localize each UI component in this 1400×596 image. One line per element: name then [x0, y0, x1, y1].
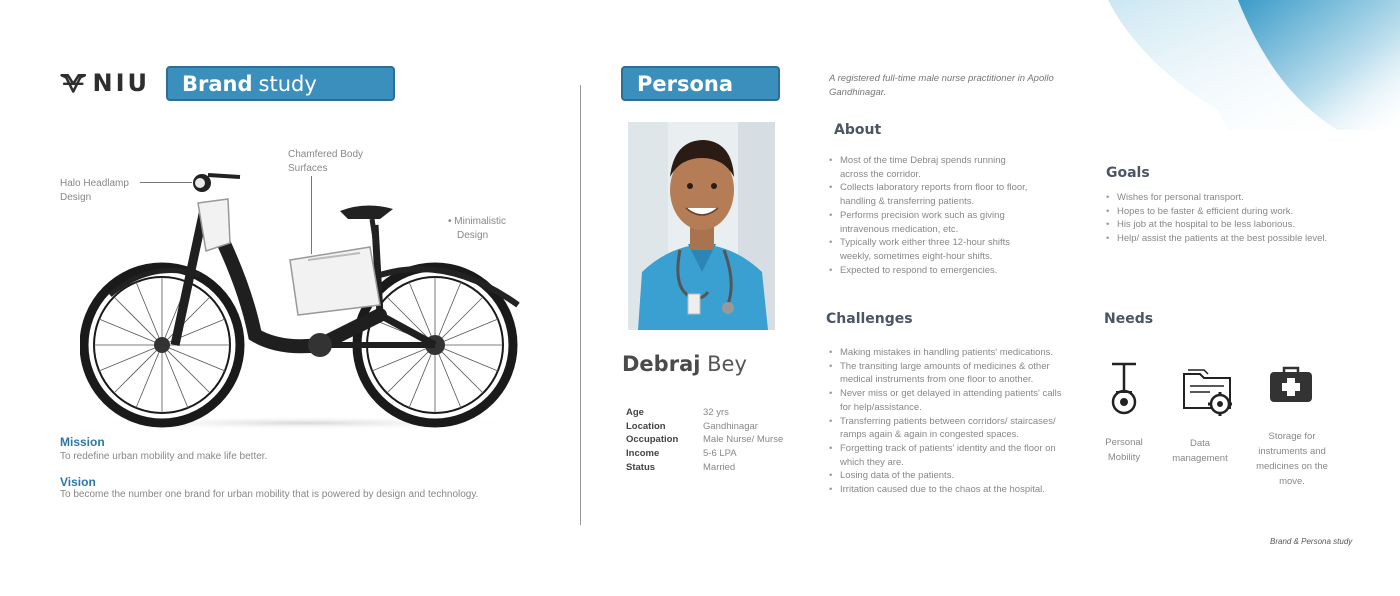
fact-row	[626, 461, 783, 475]
challenges-list	[829, 346, 1069, 497]
challenges-title: Challenges	[826, 311, 913, 327]
fact-key: Age	[626, 407, 644, 418]
persona-banner: Persona	[621, 66, 780, 101]
list-item: • Irritation caused due to the chaos at the hospital.	[829, 483, 1069, 497]
callout-body-line1: Chamfered Body	[288, 149, 364, 160]
fact-key: Status	[626, 461, 656, 473]
brand-banner-bold: Brand	[182, 71, 253, 96]
fact-value: Gandhinagar	[703, 420, 758, 432]
fact-value: 32 yrs	[703, 407, 729, 418]
list-item: • Making mistakes in handling patients' medications.	[829, 346, 1069, 360]
need-label-data: Data management	[1172, 438, 1228, 464]
persona-last-name: Bey	[707, 352, 747, 376]
persona-intro: A registered full-time male nurse practitioner in Apollo Gandhinagar.	[829, 73, 1054, 98]
callout-headlamp-line1: Halo Headlamp	[60, 178, 129, 189]
callout-design-line2: Design	[457, 230, 489, 241]
fact-row	[626, 433, 783, 447]
niu-logo-icon	[60, 70, 86, 96]
brand-banner-rest: study	[258, 71, 317, 96]
callout-headlamp-line2: Design	[60, 192, 92, 203]
list-item: • Most of the time Debraj spends running across the corridor.	[829, 154, 1029, 181]
persona-first-name: Debraj	[622, 352, 701, 376]
fact-value: Male Nurse/ Murse	[703, 434, 784, 446]
callout-design-line1: • Minimalistic	[448, 216, 506, 227]
needs-title: Needs	[1104, 311, 1154, 327]
need-label-mobility: Personal Mobility	[1105, 437, 1143, 463]
list-item: • Transferring patients between corridors/ staircases/ ramps again & again in congested spaces.	[829, 415, 1069, 442]
list-item: • Expected to respond to emergencies.	[829, 264, 1029, 278]
personal-mobility-icon	[1108, 360, 1140, 418]
footer-caption: Brand & Persona study	[1270, 537, 1353, 546]
persona-name	[622, 352, 747, 376]
list-item: • Typically work either three 12-hour shifts weekly, sometimes eight-hour shifts.	[829, 236, 1029, 263]
fact-key: Income	[626, 448, 660, 460]
fact-row	[626, 406, 783, 420]
goals-title: Goals	[1106, 165, 1150, 181]
list-item: • Collects laboratory reports from floor to floor, handling & transferring patients.	[829, 181, 1029, 208]
about-list	[829, 154, 1029, 277]
list-item: • Performs precision work such as giving intravenous medication, etc.	[829, 209, 1029, 236]
fact-row	[626, 447, 783, 461]
about-title: About	[834, 122, 882, 138]
vision-title: Vision	[60, 475, 96, 489]
medical-kit-icon	[1268, 366, 1314, 404]
fact-row	[626, 420, 783, 434]
corner-decoration	[1108, 0, 1400, 130]
list-item: • His job at the hospital to be less laborious.	[1106, 218, 1336, 232]
list-item: • Hopes to be faster & efficient during work.	[1106, 205, 1336, 219]
list-item: • Never miss or get delayed in attending patients' calls for help/assistance.	[829, 387, 1069, 414]
callout-body-line2: Surfaces	[288, 163, 328, 174]
list-item: • Forgetting track of patients' identity and the floor on which they are.	[829, 442, 1069, 469]
mission-text: To redefine urban mobility and make life better.	[60, 451, 268, 462]
mission-title: Mission	[60, 435, 105, 449]
persona-photo	[628, 122, 775, 330]
goals-list	[1106, 191, 1336, 246]
logo-text: NIU	[92, 69, 150, 97]
vertical-divider	[580, 85, 581, 525]
list-item: • Wishes for personal transport.	[1106, 191, 1336, 205]
list-item: • Help/ assist the patients at the best possible level.	[1106, 232, 1336, 246]
persona-facts	[626, 406, 783, 475]
fact-key: Occupation	[626, 434, 679, 446]
data-management-icon	[1180, 364, 1236, 418]
fact-value: 5-6 LPA	[703, 448, 737, 460]
list-item: • Losing data of the patients.	[829, 469, 1069, 483]
electric-bike-image	[80, 165, 530, 430]
fact-value: Married	[703, 461, 736, 473]
niu-logo	[60, 68, 150, 98]
list-item: • The transiting large amounts of medicines & other medical instruments from one floor to another.	[829, 360, 1069, 387]
fact-key: Location	[626, 420, 666, 432]
need-label-storage: Storage for instruments and medicines on the move.	[1256, 431, 1328, 487]
vision-text: To become the number one brand for urban mobility that is powered by design and technology.	[60, 489, 479, 500]
brand-study-banner	[166, 66, 395, 101]
